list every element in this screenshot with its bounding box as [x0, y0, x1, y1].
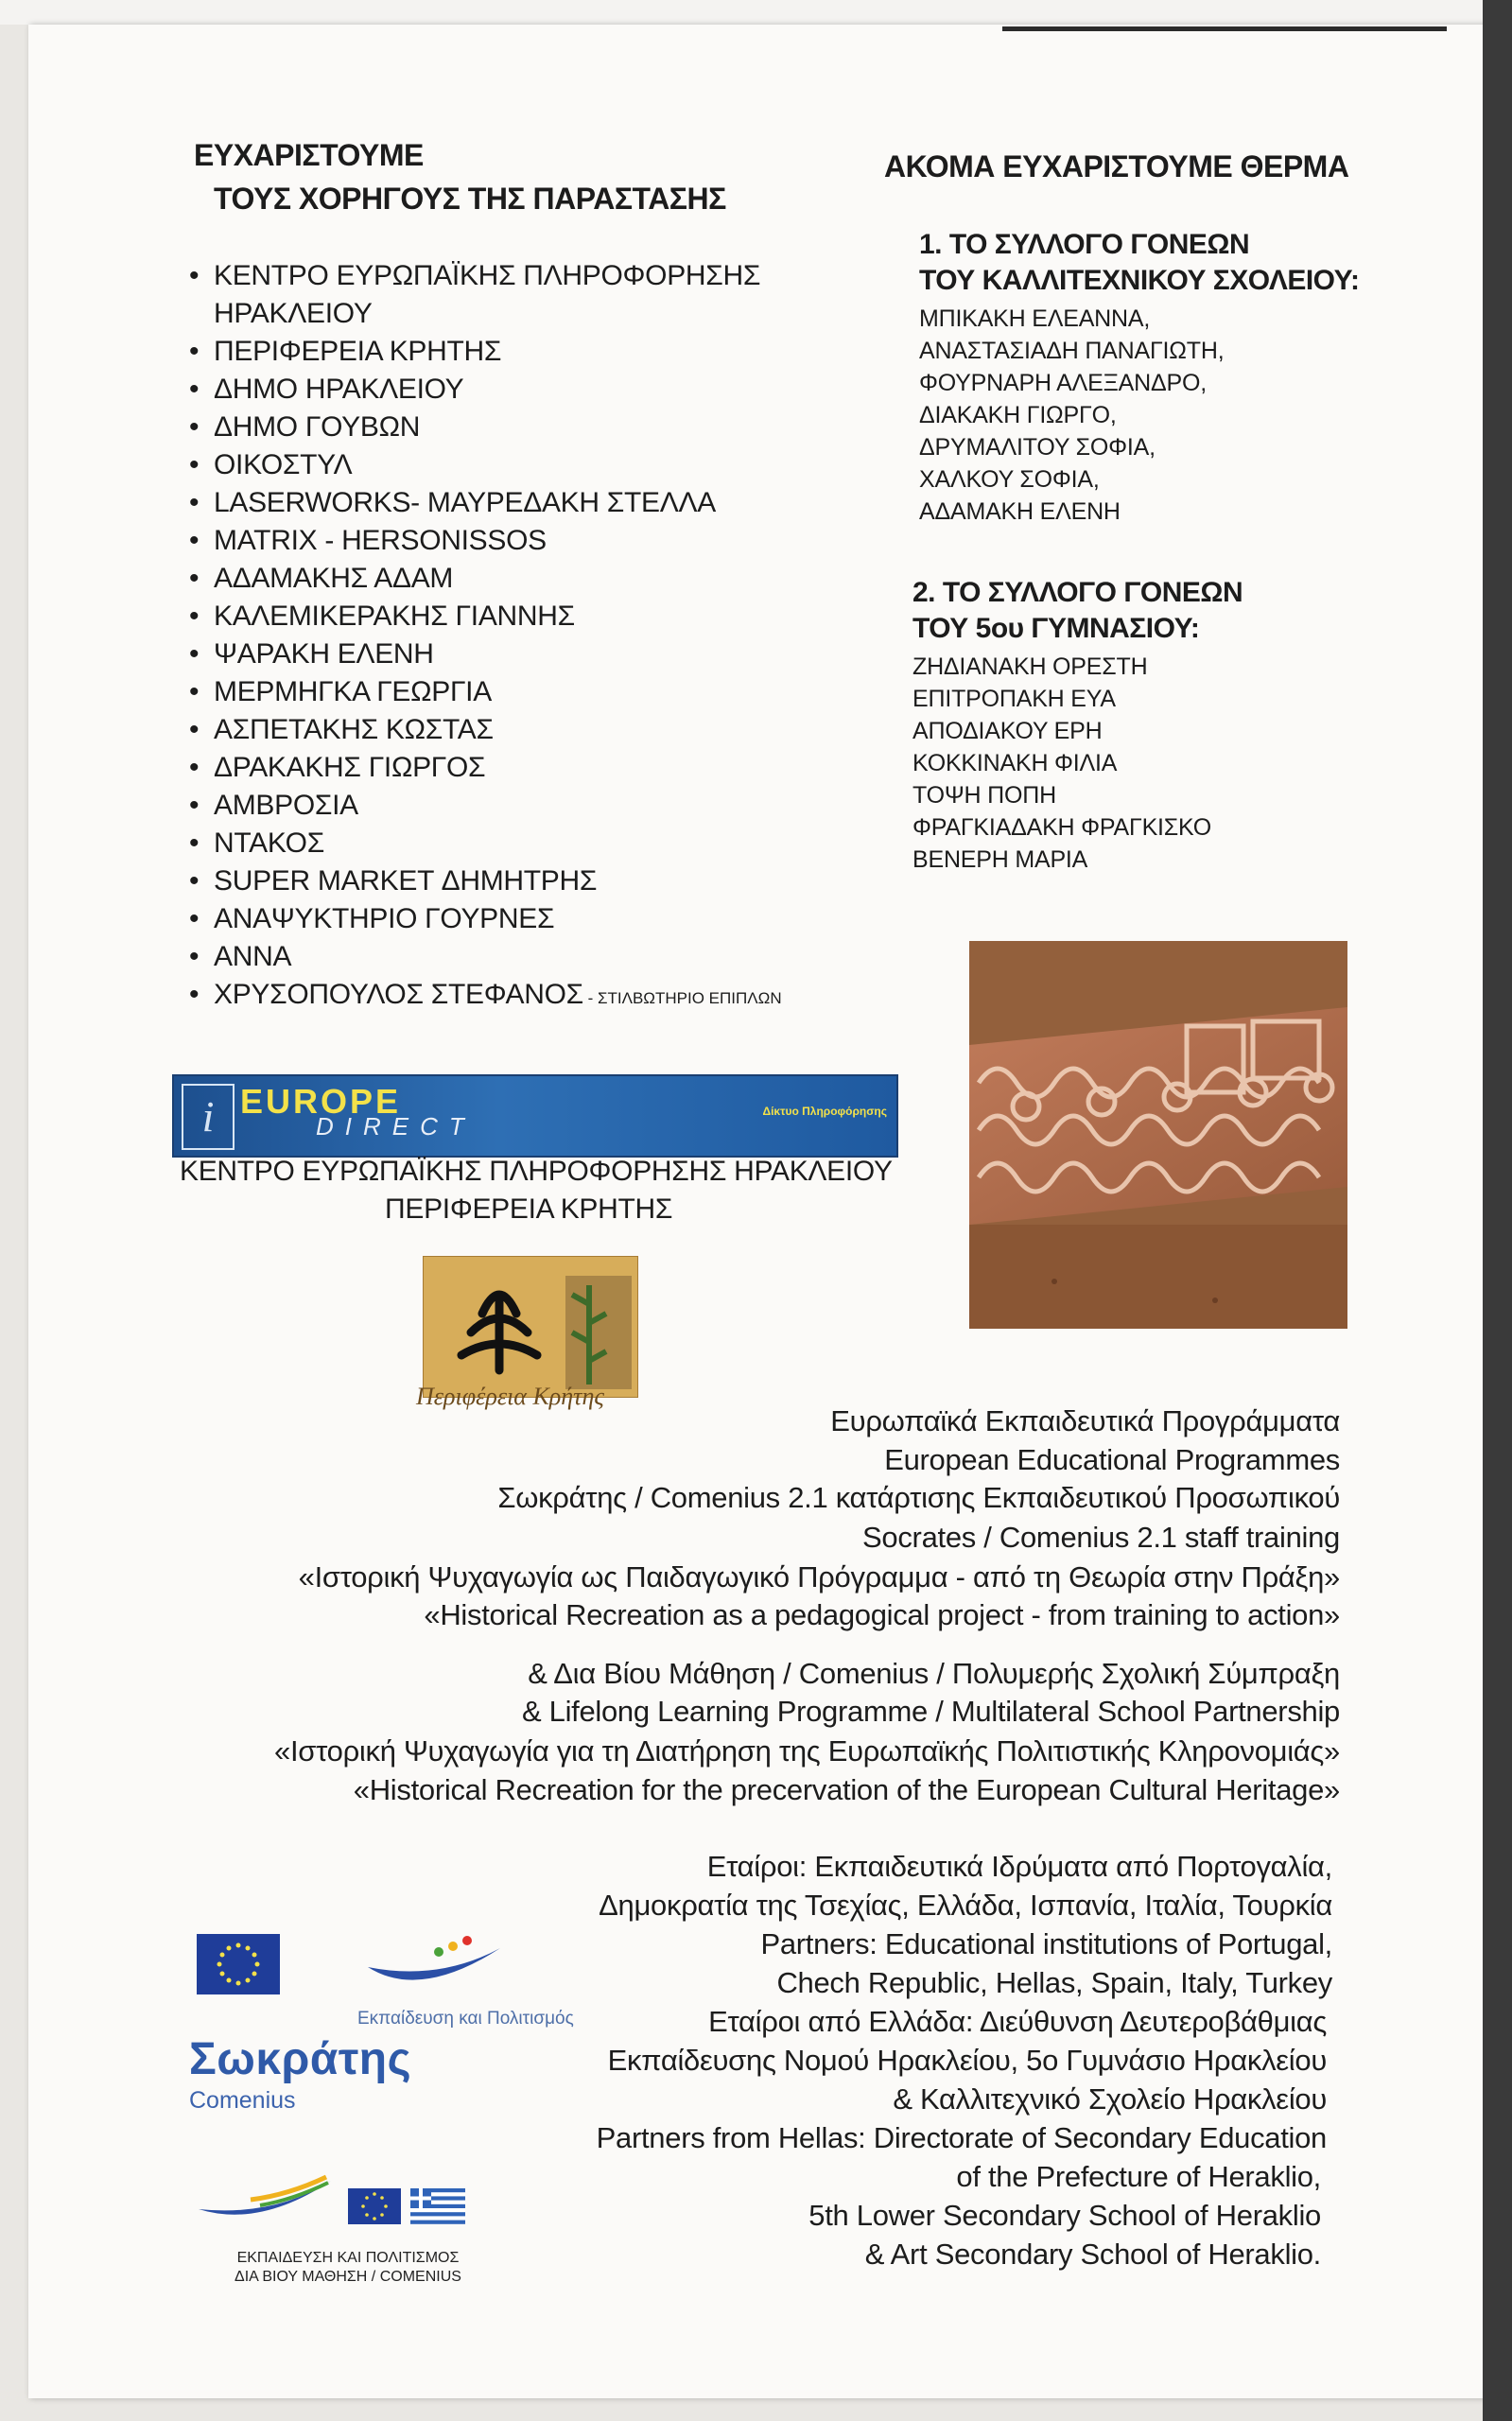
scan-right-edge — [1483, 0, 1512, 2421]
list-item: • ΑΜΒΡΟΣΙΑ — [189, 787, 870, 825]
partners-line: of the Prefecture of Heraklio, — [956, 2160, 1321, 2193]
list-item: • ΔΡΑΚΑΚΗΣ ΓΙΩΡΓΟΣ — [189, 749, 870, 787]
sponsors-heading-line1: ΕΥΧΑΡΙΣΤΟΥΜΕ — [194, 138, 424, 172]
ornament-illustration — [969, 941, 1347, 1329]
list-item-suffix: - ΣΤΙΛΒΩΤΗΡΙΟ ΕΠΙΠΛΩΝ — [582, 989, 782, 1007]
list-item: • ΑΣΠΕΤΑΚΗΣ ΚΩΣΤΑΣ — [189, 711, 870, 749]
europe-direct-logo — [172, 1074, 898, 1158]
logo-text-europe: EUROPE — [240, 1082, 402, 1121]
swoosh-logo-icon — [363, 1929, 505, 2000]
list-item: ΜΠΙΚΑΚΗ ΕΛΕΑΝΝΑ, — [919, 305, 1151, 332]
list-item: ΒΕΝΕΡΗ ΜΑΡΙΑ — [912, 846, 1088, 873]
partners-line: Εταίροι από Ελλάδα: Διεύθυνση Δευτεροβάθμιας — [708, 2005, 1327, 2038]
region-of-crete-logo — [423, 1256, 638, 1398]
region-of-crete-caption: Περιφέρεια Κρήτης — [416, 1383, 604, 1410]
llp-caption-line1: ΕΚΠΑΙΔΕΥΣΗ ΚΑΙ ΠΟΛΙΤΙΣΜΟΣ — [236, 2250, 460, 2266]
list-item: ΧΑΛΚΟΥ ΣΟΦΙΑ, — [919, 466, 1100, 493]
list-item: • ΚΕΝΤΡΟ ΕΥΡΩΠΑΪΚΗΣ ΠΛΗΡΟΦΟΡΗΣΗΣ — [189, 257, 870, 295]
europe-direct-caption-line2: ΠΕΡΙΦΕΡΕΙΑ ΚΡΗΤΗΣ — [385, 1193, 673, 1225]
programme-line: «Ιστορική Ψυχαγωγία για τη Διατήρηση της Ευρωπαϊκής Πολιτιστικής Κληρονομιάς» — [274, 1734, 1340, 1768]
education-culture-label: Εκπαίδευση και Πολιτισμός — [357, 2009, 574, 2029]
list-item: ΦΡΑΓΚΙΑΔΑΚΗ ΦΡΑΓΚΙΣΚΟ — [912, 814, 1211, 841]
list-item: • ΧΡΥΣΟΠΟΥΛΟΣ ΣΤΕΦΑΝΟΣ - ΣΤΙΛΒΩΤΗΡΙΟ ΕΠΙΠΛΩΝ — [189, 976, 870, 1018]
list-item: • ΝΤΑΚΟΣ — [189, 825, 870, 862]
list-item: ΚΟΚΚΙΝΑΚΗ ΦΙΛΙΑ — [912, 750, 1118, 776]
eu-flag-icon — [197, 1934, 280, 1994]
page-edge-line — [1002, 26, 1447, 31]
list-item-continuation: ΗΡΑΚΛΕΙΟΥ — [214, 298, 373, 329]
group-title: ΤΟΥ 5ου ΓΥΜΝΑΣΙΟΥ: — [912, 613, 1200, 644]
list-item: • SUPER MARKET ΔΗΜΗΤΡΗΣ — [189, 862, 870, 900]
partners-line: Δημοκρατία της Τσεχίας, Ελλάδα, Ισπανία, Ιταλία, Τουρκία — [599, 1889, 1332, 1922]
programme-line: «Ιστορική Ψυχαγωγία ως Παιδαγωγικό Πρόγραμμα - από τη Θεωρία στην Πράξη» — [298, 1560, 1340, 1594]
partners-line: & Art Secondary School of Heraklio. — [864, 2238, 1321, 2271]
llp-caption-line2: ΔΙΑ ΒΙΟΥ ΜΑΘΗΣΗ / COMENIUS — [235, 2269, 461, 2285]
programme-line: «Historical Recreation as a pedagogical project - from training to action» — [424, 1598, 1340, 1631]
sponsors-list — [189, 257, 870, 1018]
list-item: ΑΔΑΜΑΚΗ ΕΛΕΝΗ — [919, 498, 1121, 525]
programme-line: & Δια Βίου Μάθηση / Comenius / Πολυμερής Σχολική Σύμπραξη — [528, 1657, 1340, 1690]
scan-top-margin — [0, 0, 1512, 25]
thanks-group-1 — [919, 227, 1359, 528]
list-item: • MATRIX - HERSONISSOS — [189, 522, 870, 560]
partners-line: Chech Republic, Hellas, Spain, Italy, Turkey — [776, 1966, 1332, 1999]
thanks-heading: ΑΚΟΜΑ ΕΥΧΑΡΙΣΤΟΥΜΕ ΘΕΡΜΑ — [884, 149, 1349, 183]
programme-line: Ευρωπαϊκά Εκπαιδευτικά Προγράμματα — [830, 1404, 1340, 1437]
list-item: ΔΙΑΚΑΚΗ ΓΙΩΡΓΟ, — [919, 402, 1117, 428]
llp-swoosh-icon — [194, 2171, 336, 2233]
list-item: ΤΟΨΗ ΠΟΠΗ — [912, 782, 1056, 809]
list-item: ΑΝΑΣΤΑΣΙΑΔΗ ΠΑΝΑΓΙΩΤΗ, — [919, 338, 1225, 364]
logo-text-direct: DIRECT — [316, 1112, 476, 1141]
list-item: ΕΠΙΤΡΟΠΑΚΗ ΕΥΑ — [912, 686, 1116, 712]
programme-line: & Lifelong Learning Programme / Multilateral School Partnership — [521, 1695, 1340, 1728]
list-item: ΔΡΥΜΑΛΙΤΟΥ ΣΟΦΙΑ, — [919, 434, 1156, 461]
partners-line: Εκπαίδευσης Νομού Ηρακλείου, 5ο Γυμνάσιο Ηρακλείου — [607, 2044, 1327, 2077]
list-item: • ΚΑΛΕΜΙΚΕΡΑΚΗΣ ΓΙΑΝΝΗΣ — [189, 598, 870, 636]
carved-ornament-photo — [969, 941, 1347, 1329]
info-icon: i — [182, 1084, 235, 1150]
programme-line: European Educational Programmes — [884, 1443, 1340, 1476]
list-item: • ΔΗΜΟ ΗΡΑΚΛΕΙΟΥ — [189, 371, 870, 409]
list-item: • ΠΕΡΙΦΕΡΕΙΑ ΚΡΗΤΗΣ — [189, 333, 870, 371]
list-item: • ΨΑΡΑΚΗ ΕΛΕΝΗ — [189, 636, 870, 673]
socrates-logo-name: Σωκράτης — [189, 2034, 412, 2084]
programme-line: Σωκράτης / Comenius 2.1 κατάρτισης Εκπαιδευτικού Προσωπικού — [497, 1481, 1340, 1514]
partners-line: Εταίροι: Εκπαιδευτικά Ιδρύματα από Πορτογαλία, — [706, 1850, 1332, 1883]
crete-emblem-icon — [424, 1257, 637, 1397]
logo-text-network: Δίκτυο Πληροφόρησης — [762, 1105, 887, 1118]
list-item: • LASERWORKS- ΜΑΥΡΕΔΑΚΗ ΣΤΕΛΛΑ — [189, 484, 870, 522]
partners-line: 5th Lower Secondary School of Heraklio — [808, 2199, 1321, 2232]
partners-line: & Καλλιτεχνικό Σχολείο Ηρακλείου — [893, 2082, 1327, 2116]
list-item: ΦΟΥΡΝΑΡΗ ΑΛΕΞΑΝΔΡΟ, — [919, 370, 1207, 396]
names-list — [919, 303, 1359, 528]
list-item: • ΑΔΑΜΑΚΗΣ ΑΔΑΜ — [189, 560, 870, 598]
group-title: 1. ΤΟ ΣΥΛΛΟΓΟ ΓΟΝΕΩΝ — [919, 229, 1250, 260]
list-item: • ΔΗΜΟ ΓΟΥΒΩΝ — [189, 409, 870, 446]
names-list — [912, 651, 1243, 876]
sponsors-heading-line2: ΤΟΥΣ ΧΟΡΗΓΟΥΣ ΤΗΣ ΠΑΡΑΣΤΑΣΗΣ — [214, 182, 726, 216]
thanks-group-2 — [912, 575, 1243, 876]
list-item: • ΜΕΡΜΗΓΚΑ ΓΕΩΡΓΙΑ — [189, 673, 870, 711]
group-title: ΤΟΥ ΚΑΛΛΙΤΕΧΝΙΚΟΥ ΣΧΟΛΕΙΟΥ: — [919, 265, 1360, 296]
llp-logo-caption — [235, 2249, 461, 2287]
list-item: ΖΗΔΙΑΝΑΚΗ ΟΡΕΣΤΗ — [912, 653, 1148, 680]
partners-line: Partners from Hellas: Directorate of Secondary Education — [596, 2121, 1327, 2154]
list-item: • ΟΙΚΟΣΤΥΛ — [189, 446, 870, 484]
eu-greece-flags-icon — [348, 2185, 467, 2231]
partners-line: Partners: Educational institutions of Portugal, — [760, 1927, 1332, 1960]
list-item: • ΑΝΑΨΥΚΤΗΡΙΟ ΓΟΥΡΝΕΣ — [189, 900, 870, 938]
programme-line: «Historical Recreation for the precervation of the European Cultural Heritage» — [353, 1773, 1340, 1806]
europe-direct-caption-line1: ΚΕΝΤΡΟ ΕΥΡΩΠΑΪΚΗΣ ΠΛΗΡΟΦΟΡΗΣΗΣ ΗΡΑΚΛΕΙΟΥ — [180, 1156, 893, 1187]
list-item: • ΑΝΝΑ — [189, 938, 870, 976]
group-title: 2. ΤΟ ΣΥΛΛΟΓΟ ΓΟΝΕΩΝ — [912, 577, 1243, 608]
programme-line: Socrates / Comenius 2.1 staff training — [862, 1521, 1340, 1554]
socrates-logo-sub: Comenius — [189, 2087, 296, 2114]
list-item: ΑΠΟΔΙΑΚΟΥ ΕΡΗ — [912, 718, 1103, 744]
